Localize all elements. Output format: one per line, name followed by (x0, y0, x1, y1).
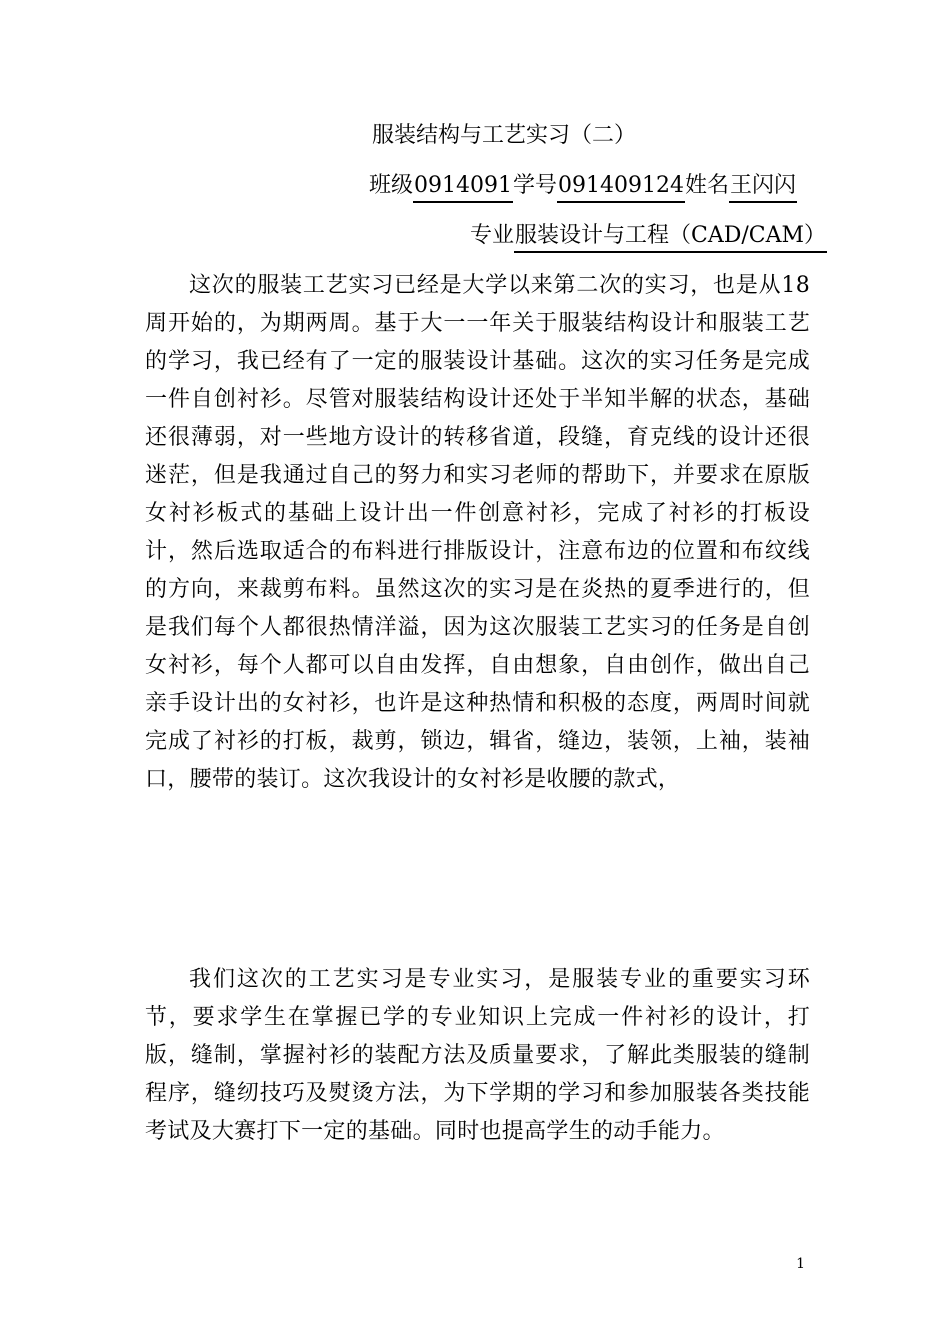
major-info-line (470, 218, 827, 254)
page-number: 1 (796, 1256, 805, 1272)
body-paragraph: 这次的服装工艺实习已经是大学以来第二次的实习，也是从18周开始的，为期两周。基于大一一年关于服装结构设计和服装工艺的学习，我已经有了一定的服装设计基础。这次的实习任务是完成一件自创衬衫。尽管对服装结构设计还处于半知半解的状态，基础还很薄弱，对一些地方设计的转移省道，段缝，育克线的设计还很迷茫，但是我通过自己的努力和实习老师的帮助下，并要求在原版女衬衫板式的基础上设计出一件创意衬衫，完成了衬衫的打板设计，然后选取适合的布料进行排版设计，注意布边的位置和布纹线的方向，来裁剪布料。虽然这次的实习是在炎热的夏季进行的，但是我们每个人都很热情洋溢，因为这次服装工艺实习的任务是自创女衬衫，每个人都可以自由发挥，自由想象，自由创作，做出自己亲手设计出的女衬衫，也许是这种热情和积极的态度，两周时间就完成了衬衫的打板，裁剪，锁边，辑省，缝边，装领，上袖，装袖口，腰带的装订。这次我设计的女衬衫是收腰的款式， (145, 273, 810, 792)
name-label: 姓名 (685, 173, 730, 198)
body-paragraph: 我们这次的工艺实习是专业实习，是服装专业的重要实习环节，要求学生在掌握已学的专业知识上完成一件衬衫的设计，打版，缝制，掌握衬衫的装配方法及质量要求，了解此类服装的缝制程序，缝纫技巧及熨烫方法，为下学期的学习和参加服装各类技能考试及大赛打下一定的基础。同时也提高学生的动手能力。 (145, 967, 810, 1144)
name-value: 王闪闪 (729, 171, 797, 203)
body-section-1 (145, 267, 810, 957)
document-title: 服装结构与工艺实习（二） (372, 123, 637, 148)
student-id-value: 091409124 (557, 171, 685, 203)
class-value: 0914091 (413, 171, 513, 203)
major-value: 服装设计与工程（CAD/CAM） (514, 221, 827, 253)
student-info-line (369, 168, 797, 204)
body-section-2 (145, 961, 810, 1201)
student-id-label: 学号 (513, 173, 558, 198)
class-label: 班级 (369, 173, 414, 198)
major-label: 专业 (470, 223, 515, 248)
